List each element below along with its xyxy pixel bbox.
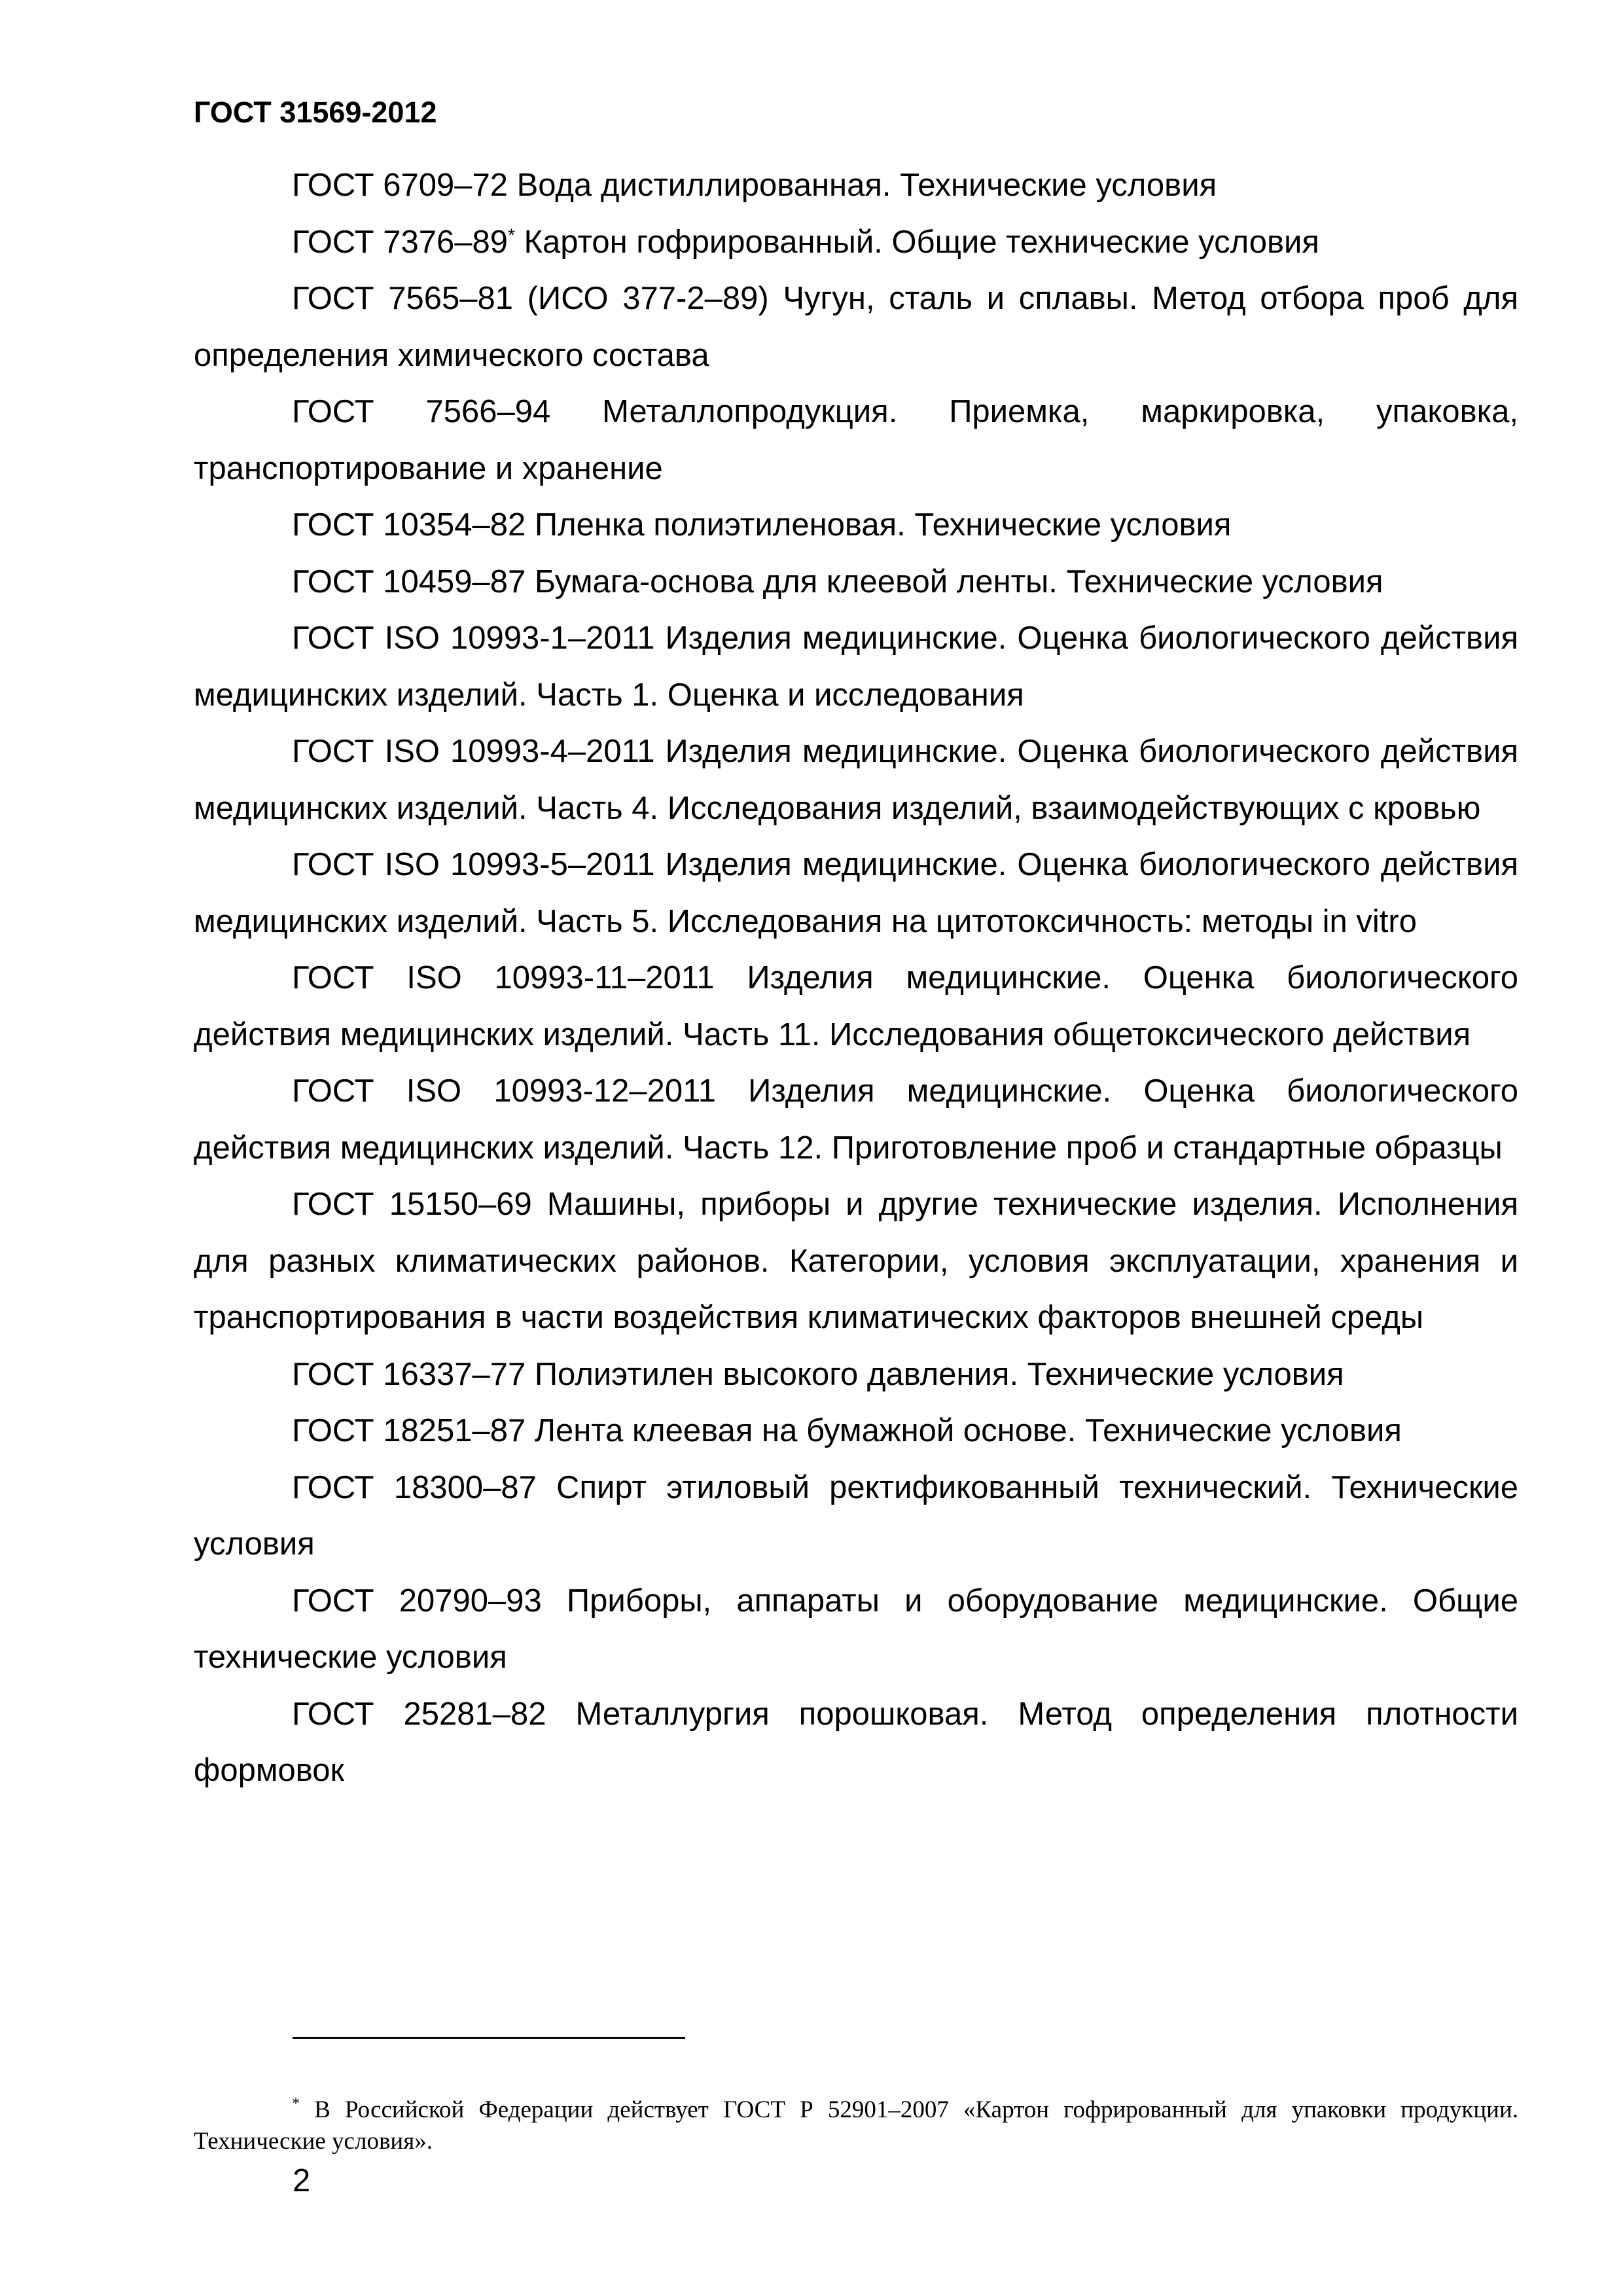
reference-entry: ГОСТ ISO 10993-11–2011 Изделия медицинские. Оценка биологического действия медицинских изделий. Часть 11. Исследования общетоксического действия — [194, 960, 1518, 1052]
reference-entry: ГОСТ ISO 10993-5–2011 Изделия медицинские. Оценка биологического действия медицинских изделий. Часть 5. Исследования на цитотоксичность: методы in vitro — [194, 847, 1518, 939]
reference-entry: ГОСТ ISO 10993-4–2011 Изделия медицинские. Оценка биологического действия медицинских изделий. Часть 4. Исследования изделий, взаимодействующих с кровью — [194, 734, 1518, 826]
reference-entry: ГОСТ 10459–87 Бумага-основа для клеевой ленты. Технические условия — [292, 564, 1383, 600]
reference-entry — [194, 214, 1518, 271]
reference-title: Картон гофрированный. Общие технические условия — [514, 224, 1319, 260]
reference-entry: ГОСТ 7565–81 (ИСО 377-2–89) Чугун, сталь и сплавы. Метод отбора проб для определения химического состава — [194, 281, 1518, 373]
reference-entry: ГОСТ ISO 10993-12–2011 Изделия медицинские. Оценка биологического действия медицинских изделий. Часть 12. Приготовление проб и стандартные образцы — [194, 1073, 1518, 1166]
reference-entry: ГОСТ 18251–87 Лента клеевая на бумажной основе. Технические условия — [292, 1413, 1402, 1448]
footnote — [194, 2094, 1518, 2157]
footnote-marker: * — [507, 224, 515, 245]
reference-entry: ГОСТ 7566–94 Металлопродукция. Приемка, маркировка, упаковка, транспортирование и хранение — [194, 394, 1518, 486]
footnote-marker: * — [292, 2095, 300, 2113]
footnote-separator — [293, 2037, 685, 2039]
reference-entry: ГОСТ 20790–93 Приборы, аппараты и оборудование медицинские. Общие технические условия — [194, 1583, 1518, 1675]
reference-entry: ГОСТ 25281–82 Металлургия порошковая. Метод определения плотности формовок — [194, 1696, 1518, 1788]
reference-entry: ГОСТ 15150–69 Машины, приборы и другие технические изделия. Исполнения для разных климатических районов. Категории, условия эксплуатации, хранения и транспортирования в части воздействия климатических факторов внешней среды — [194, 1187, 1518, 1335]
reference-entry: ГОСТ 16337–77 Полиэтилен высокого давления. Технические условия — [292, 1356, 1344, 1392]
footnote-text: В Российской Федерации действует ГОСТ Р 52901–2007 «Картон гофрированный для упаковки продукции. Технические условия». — [194, 2096, 1518, 2155]
reference-entry: ГОСТ 18300–87 Спирт этиловый ректификованный технический. Технические условия — [194, 1469, 1518, 1562]
reference-code: ГОСТ 7376–89 — [292, 224, 508, 260]
reference-entry: ГОСТ ISO 10993-1–2011 Изделия медицинские. Оценка биологического действия медицинских изделий. Часть 1. Оценка и исследования — [194, 620, 1518, 713]
page-number: 2 — [293, 2163, 311, 2198]
document-header: ГОСТ 31569-2012 — [194, 96, 437, 129]
normative-references-list — [194, 157, 1518, 1799]
reference-entry: ГОСТ 6709–72 Вода дистиллированная. Технические условия — [292, 168, 1217, 203]
reference-entry: ГОСТ 10354–82 Пленка полиэтиленовая. Технические условия — [292, 507, 1232, 543]
